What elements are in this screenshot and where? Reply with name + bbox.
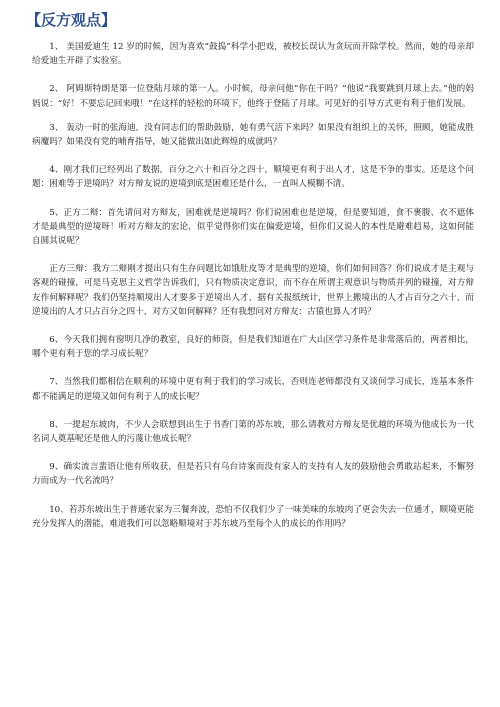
paragraph-1: 1、 美国爱迪生 12 岁的时候，因为喜欢“鼓捣”科学小把戏，被校长误认为贪玩而开除学校。然而，她的母亲却给爱迪生开辟了实验室。 xyxy=(32,42,474,67)
paragraph-2: 2、 阿姆斯特朗是第一位登陆月球的第一人。小时候，母亲问他“你在干吗？”他说“我要跳到月球上去。”他的妈妈说：“好！不要忘记回来哦！”在这样的轻松的环境下，他终于登陆了月球。可见好的引导方式更有利于他们发展。 xyxy=(32,84,474,109)
paragraph-8: 8、一提起东坡肉，不少人会联想到出生于书香门第的苏东坡，那么请教对方辩友是优越的环境为他成长为一代名词人奠基呢还是他人的污蔑让他成长呢？ xyxy=(32,419,474,445)
paragraph-3: 3、 轰动一时的张海迪，没有同志们的帮助鼓励，她有勇气活下来吗？如果没有组织上的关怀，照顾，她能成胜病魔吗？如果没有党的哺育指导，她又能做出如此辉煌的成就吗？ xyxy=(32,122,474,148)
paragraph-7: 7、当然我们都相信在顺利的环境中更有利于我们的学习成长，否则连老师都没有又谈何学习成长，连基本条件都不能满足的逆境又如何有利于人的成长呢？ xyxy=(32,377,474,402)
paragraph-rebuttal: 正方三辩：我方二辩刚才提出只有生存问题比如饿肚皮等才是典型的逆境，你们如何回答？你们说成才是主观与客观的碰撞，可是马克思主义哲学告诉我们，只有物质决定意识，而不存在所谓主观意识与物质并列的碰撞，对方辩友作何解释呢？我们仍坚持顺境出人才要多于逆境出人才，据有关报纸统计，世界上搬境出的人才占百分之六十，而逆境出的人才只占百分之四十，对方又如何解释？还有我想问对方辩友：古猿也算人才吗？ xyxy=(32,264,474,317)
paragraph-9: 9、确实流言蜚语让他有所收获，但是若只有乌台诗案而没有家人的支持有人友的鼓励他会勇敢站起来，不懈努力而成为一代名流吗？ xyxy=(32,462,474,487)
paragraph-6: 6、今天我们拥有窗明几净的教室，良好的师资，但是我们知道在广大山区学习条件是非常落后的，两者相比，哪个更有利于您的学习成长呢？ xyxy=(32,335,474,360)
paragraph-5: 5、正方二辩：首先请问对方辩友，困难就是逆境吗？你们说困难也是逆境，但是要知道，食不裹腹、衣不遮体才是最典型的逆境呀！听对方辩友的宏论，似乎觉得你们实在偏爱逆境，但你们又说人的本性是避难趋易，这如何能自圆其说呢？ xyxy=(32,207,474,247)
section-title: 【反方观点】 xyxy=(26,11,117,29)
paragraph-4: 4、刚才我们已经列出了数据，百分之六十和百分之四十，顺境更有利于出人才，这是不争的事实。还是这个问题：困难等于逆境吗？对方辩友说的逆境到底是困难还是什么，一直叫人模糊不清。 xyxy=(32,165,474,190)
paragraph-10: 10、若苏东坡出生于普通农家为三餐奔波，恐怕不仅我们少了一味美味的东坡肉了更会失去一位通才，顺境更能充分发挥人的潜能，难道我们可以忽略顺境对于苏东坡乃至每个人的成长的作用吗？ xyxy=(32,504,474,529)
